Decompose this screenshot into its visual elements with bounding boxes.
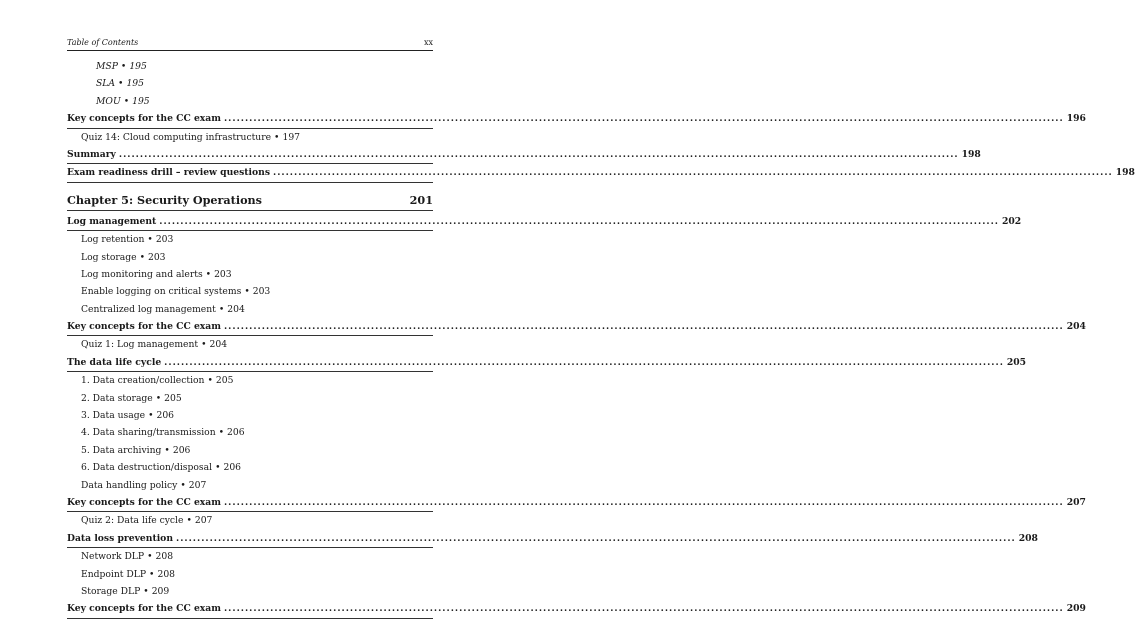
toc-section-previous: [67, 58, 1135, 183]
toc-page-number: 205: [215, 375, 234, 387]
toc-label: Log monitoring and alerts: [81, 268, 203, 280]
toc-label: Exam readiness drill – review questions: [67, 167, 271, 179]
toc-label: Key concepts for the CC exam: [67, 496, 221, 508]
toc-label: 1. Data creation/collection: [81, 375, 205, 387]
toc-section-chapter-5: [67, 213, 1086, 619]
bullet-icon: •: [201, 339, 207, 351]
toc-label: Data handling policy: [81, 479, 178, 491]
toc-label: Quiz 1: Log management: [81, 339, 199, 351]
toc-entry[interactable]: [67, 110, 1086, 128]
dot-leader: ........................................................................................................................................................................................................: [223, 321, 1064, 333]
toc-page-number: 197: [282, 131, 301, 143]
bullet-icon: •: [149, 568, 155, 580]
dot-leader: ........................................................................................................................................................................................................: [273, 167, 1113, 179]
toc-page-number: 207: [188, 479, 207, 491]
page-number: xx: [423, 38, 433, 47]
bullet-icon: •: [205, 268, 212, 280]
toc-subentry[interactable]: [67, 566, 433, 583]
toc-entry[interactable]: [67, 146, 981, 164]
toc-label: Log retention: [81, 234, 145, 246]
toc-page-number: 205: [164, 392, 182, 404]
dot-leader: ........................................................................................................................................................................................................: [223, 496, 1064, 508]
dot-leader: ........................................................................................................................................................................................................: [159, 215, 999, 227]
bullet-icon: •: [180, 479, 186, 491]
dot-leader: ........................................................................................................................................................................................................: [164, 356, 1004, 368]
bullet-icon: •: [120, 60, 127, 72]
toc-subentry[interactable]: [67, 390, 433, 407]
toc-label: 3. Data usage: [81, 410, 146, 422]
toc-subentry[interactable]: [67, 512, 433, 529]
toc-subentry[interactable]: [67, 372, 433, 389]
toc-label: The data life cycle: [67, 356, 162, 368]
toc-subentry[interactable]: [67, 548, 433, 565]
dot-leader: ........................................................................................................................................................................................................: [223, 603, 1064, 615]
toc-page-number: 204: [209, 339, 228, 351]
page-header: [67, 34, 433, 51]
toc-subentry[interactable]: [67, 231, 433, 248]
toc-page-number: 198: [1115, 167, 1135, 179]
toc-page-number: 195: [126, 78, 144, 90]
toc-page-number: 206: [156, 410, 175, 422]
bullet-icon: •: [244, 286, 250, 298]
toc-label: Key concepts for the CC exam: [67, 603, 221, 615]
toc-subentry[interactable]: [67, 442, 433, 459]
toc-page-number: 206: [227, 427, 245, 439]
chapter-heading[interactable]: [67, 189, 433, 211]
toc-page-number: 203: [214, 268, 232, 280]
bullet-icon: •: [143, 585, 149, 597]
bullet-icon: •: [123, 95, 130, 107]
bullet-icon: •: [164, 444, 170, 456]
dot-leader: ........................................................................................................................................................................................................: [176, 532, 1016, 544]
toc-page-number: 208: [155, 551, 174, 563]
bullet-icon: •: [218, 427, 225, 439]
toc-page-number: 196: [1066, 113, 1086, 125]
toc-subentry[interactable]: [67, 249, 433, 266]
table-of-contents: [67, 58, 1135, 619]
toc-label: Summary: [67, 148, 116, 160]
toc-subentry[interactable]: [67, 75, 433, 92]
toc-label: MSP: [96, 60, 118, 72]
toc-subentry[interactable]: [67, 424, 433, 441]
chapter-page: 201: [409, 192, 433, 207]
toc-subentry[interactable]: [67, 407, 433, 424]
bullet-icon: •: [218, 303, 225, 315]
bullet-icon: •: [207, 375, 213, 387]
toc-page-number: 207: [1066, 496, 1086, 508]
toc-entry[interactable]: [67, 318, 1086, 336]
toc-entry[interactable]: [67, 164, 1135, 182]
toc-subentry[interactable]: [67, 266, 433, 283]
toc-page-number: 207: [194, 515, 213, 527]
bullet-icon: •: [118, 78, 124, 90]
toc-page-number: 198: [961, 148, 981, 160]
toc-label: Key concepts for the CC exam: [67, 113, 221, 125]
toc-page-number: 205: [1006, 356, 1027, 368]
toc-page-number: 208: [1018, 532, 1038, 544]
toc-label: Endpoint DLP: [81, 568, 147, 580]
toc-page-number: 208: [157, 568, 176, 580]
toc-label: 6. Data destruction/disposal: [81, 462, 213, 474]
toc-label: Enable logging on critical systems: [81, 286, 242, 298]
bullet-icon: •: [186, 515, 192, 527]
toc-page-number: 202: [1002, 215, 1022, 227]
toc-label: 5. Data archiving: [81, 444, 162, 456]
toc-label: SLA: [96, 78, 116, 90]
toc-page-number: 203: [147, 251, 166, 263]
toc-page-number: 204: [1066, 321, 1086, 333]
bullet-icon: •: [215, 462, 221, 474]
toc-label: Quiz 14: Cloud computing infrastructure: [81, 131, 272, 143]
toc-entry[interactable]: [67, 530, 1038, 548]
toc-label: Centralized log management: [81, 303, 216, 315]
toc-label: 2. Data storage: [81, 392, 153, 404]
toc-page-number: 209: [1066, 603, 1086, 615]
bullet-icon: •: [139, 251, 145, 263]
chapter-title: Chapter 5: Security Operations: [67, 192, 262, 207]
toc-entry[interactable]: [67, 354, 1027, 372]
toc-label: 4. Data sharing/transmission: [81, 427, 216, 439]
toc-subentry[interactable]: [67, 283, 433, 300]
running-title: Table of Contents: [67, 38, 139, 47]
toc-page-number: 195: [132, 95, 150, 107]
toc-page-number: 203: [155, 234, 174, 246]
bullet-icon: •: [147, 234, 153, 246]
toc-subentry[interactable]: [67, 93, 433, 110]
toc-label: Storage DLP: [81, 585, 141, 597]
toc-page-number: 209: [151, 585, 170, 597]
toc-subentry[interactable]: [67, 477, 433, 494]
toc-page-number: 204: [227, 303, 245, 315]
bullet-icon: •: [148, 410, 154, 422]
dot-leader: ........................................................................................................................................................................................................: [223, 113, 1064, 125]
toc-page-number: 206: [172, 444, 191, 456]
toc-label: Data loss prevention: [67, 532, 173, 544]
toc-subentry[interactable]: [67, 301, 433, 318]
toc-label: Key concepts for the CC exam: [67, 321, 221, 333]
toc-subentry[interactable]: [67, 129, 433, 146]
toc-page-number: 195: [129, 60, 147, 72]
toc-subentry[interactable]: [67, 459, 433, 476]
toc-entry[interactable]: [67, 494, 1086, 512]
toc-label: Log management: [67, 215, 157, 227]
toc-entry[interactable]: [67, 213, 1022, 231]
toc-label: MOU: [96, 95, 121, 107]
dot-leader: ........................................................................................................................................................................................................: [118, 148, 959, 160]
toc-label: Quiz 2: Data life cycle: [81, 515, 184, 527]
toc-page-number: 206: [223, 462, 242, 474]
bullet-icon: •: [155, 392, 162, 404]
toc-page-number: 203: [252, 286, 271, 298]
toc-entry[interactable]: [67, 600, 1086, 618]
toc-subentry[interactable]: [67, 583, 433, 600]
toc-label: Network DLP: [81, 551, 145, 563]
toc-subentry[interactable]: [67, 336, 433, 353]
toc-label: Log storage: [81, 251, 137, 263]
bullet-icon: •: [274, 131, 280, 143]
bullet-icon: •: [147, 551, 153, 563]
toc-subentry[interactable]: [67, 58, 433, 75]
